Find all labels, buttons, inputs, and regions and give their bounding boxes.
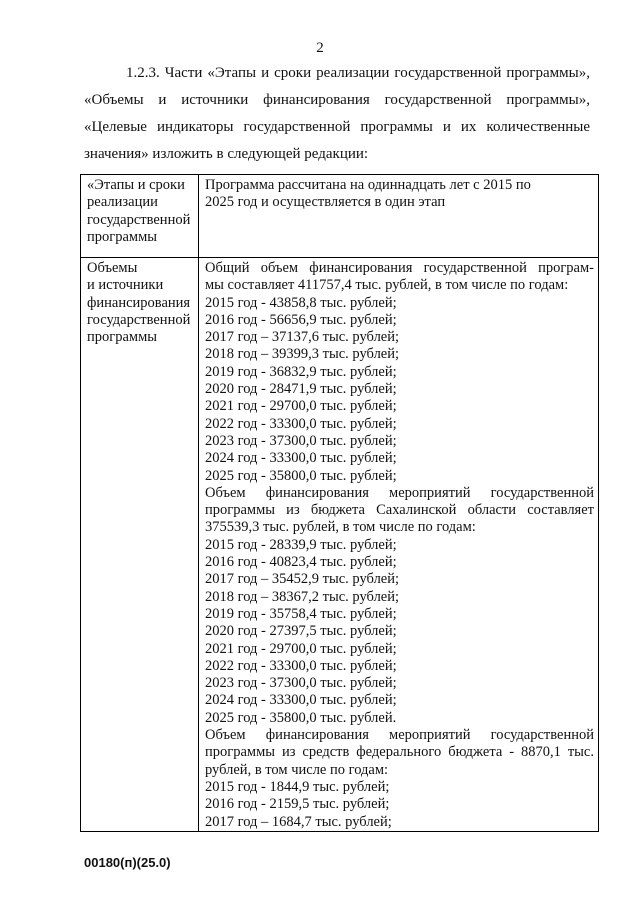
label-line: «Этапы и сроки [87, 177, 185, 193]
content-line: Программа рассчитана на одиннадцать лет с 2015 по [205, 177, 531, 193]
stages-label-cell [81, 175, 199, 258]
content-line: 2024 год - 33300,0 тыс. рублей; [205, 450, 397, 467]
label-line: Объемы [87, 260, 138, 276]
content-line: 2019 год - 36832,9 тыс. рублей; [205, 363, 397, 380]
content-line: 2023 год - 37300,0 тыс. рублей; [205, 675, 397, 692]
program-passport-table [80, 174, 599, 832]
content-line: 2016 год - 56656,9 тыс. рублей; [205, 311, 397, 328]
stages-content-cell [199, 175, 599, 258]
content-line: 2020 год - 28471,9 тыс. рублей; [205, 381, 397, 398]
content-line: 2025 год и осуществляется в один этап [205, 194, 446, 211]
content-line: программы из средств федерального бюджета - 8870,1 тыс. [205, 744, 594, 761]
label-line: государственной [87, 311, 191, 328]
intro-line: «Объемы и источники финансирования государственной программы», [84, 92, 590, 108]
content-line: 2016 год - 2159,5 тыс. рублей; [205, 796, 390, 813]
content-line: 2016 год - 40823,4 тыс. рублей; [205, 554, 397, 571]
page-number: 2 [316, 40, 324, 56]
content-line: 2022 год - 33300,0 тыс. рублей; [205, 657, 397, 674]
label-line: программы [87, 228, 157, 245]
intro-line: значения» изложить в следующей редакции: [84, 146, 369, 162]
content-line: 2015 год - 1844,9 тыс. рублей; [205, 778, 390, 795]
content-line: 2025 год - 35800,0 тыс. рублей; [205, 467, 397, 484]
content-line: мы составляет 411757,4 тыс. рублей, в том числе по годам: [205, 277, 569, 294]
intro-line: 1.2.3. Части «Этапы и сроки реализации государственной программы», [126, 65, 590, 81]
intro-paragraph [84, 60, 590, 168]
content-line: 2022 год - 33300,0 тыс. рублей; [205, 415, 397, 432]
content-line: 2018 год – 39399,3 тыс. рублей; [205, 346, 400, 363]
content-line: Объем финансирования мероприятий государственной [205, 727, 594, 744]
content-line: Общий объем финансирования государственной програм- [205, 260, 594, 276]
table-row-funding [81, 258, 599, 832]
content-line: 2015 год - 28339,9 тыс. рублей; [205, 536, 397, 553]
funding-content-cell [199, 258, 599, 832]
content-line: 375539,3 тыс. рублей, в том числе по годам: [205, 519, 476, 536]
content-line: 2025 год - 35800,0 тыс. рублей. [205, 709, 397, 726]
content-line: 2021 год - 29700,0 тыс. рублей; [205, 398, 397, 415]
content-line: Объем финансирования мероприятий государственной [205, 484, 594, 501]
content-line: 2024 год - 33300,0 тыс. рублей; [205, 692, 397, 709]
label-line: реализации [87, 194, 158, 211]
table-row-stages [81, 175, 599, 258]
content-line: программы из бюджета Сахалинской области составляет [205, 502, 594, 519]
content-line: 2018 год – 38367,2 тыс. рублей; [205, 588, 400, 605]
label-line: государственной [87, 211, 191, 228]
intro-line: «Целевые индикаторы государственной программы и их количественные [84, 119, 590, 135]
content-line: 2020 год - 27397,5 тыс. рублей; [205, 623, 397, 640]
label-line: и источники [87, 277, 164, 294]
content-line: 2017 год – 35452,9 тыс. рублей; [205, 571, 400, 588]
document-code: 00180(п)(25.0) [84, 855, 171, 870]
content-line: 2017 год – 37137,6 тыс. рублей; [205, 329, 400, 346]
content-line: 2021 год - 29700,0 тыс. рублей; [205, 640, 397, 657]
label-line: программы [87, 329, 157, 346]
funding-label-cell [81, 258, 199, 832]
content-line: 2015 год - 43858,8 тыс. рублей; [205, 294, 397, 311]
content-line: 2023 год - 37300,0 тыс. рублей; [205, 432, 397, 449]
label-line: финансирования [87, 294, 191, 311]
content-line: 2019 год - 35758,4 тыс. рублей; [205, 605, 397, 622]
content-line: рублей, в том числе по годам: [205, 761, 389, 778]
content-line: 2017 год – 1684,7 тыс. рублей; [205, 813, 392, 830]
